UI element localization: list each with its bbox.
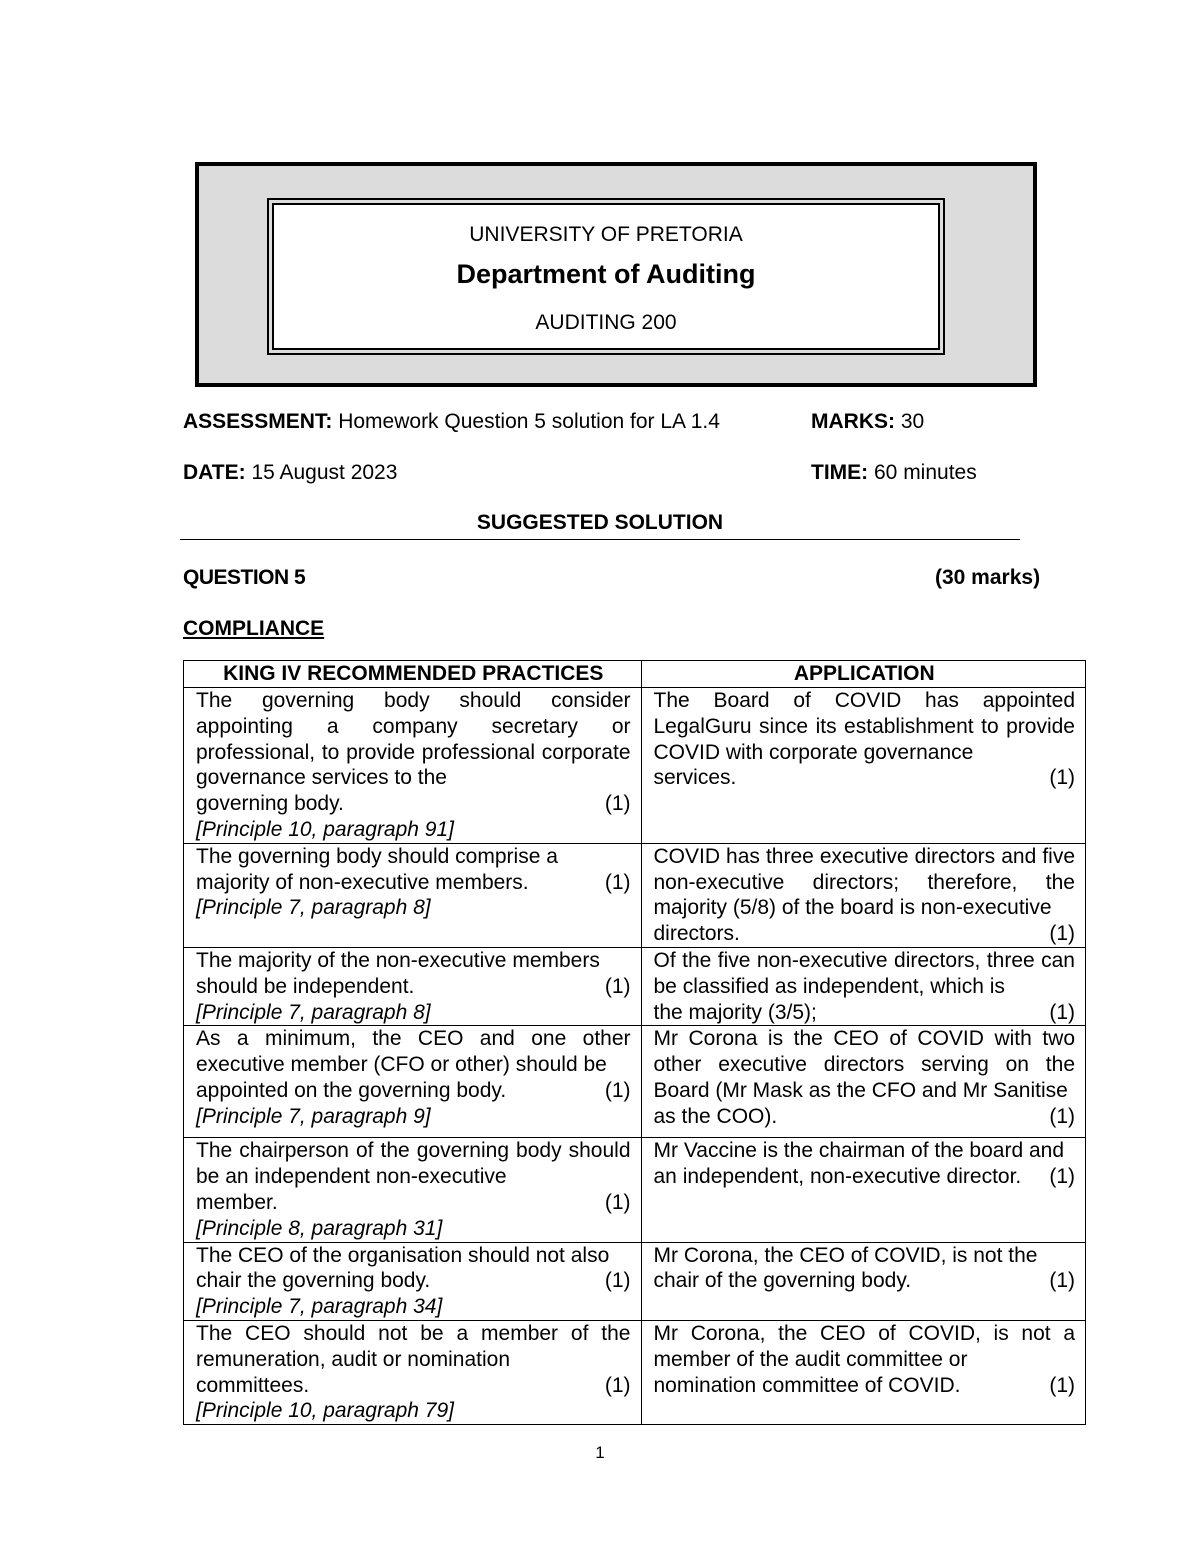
- practice-text: The governing body should consider appointing a company secretary or professional, to provide professional corporate governance services to the: [196, 689, 631, 790]
- practice-text-end: chair the governing body.: [196, 1269, 431, 1293]
- principle-reference: [Principle 7, paragraph 8]: [196, 1000, 431, 1024]
- application-mark-line: [654, 1000, 1076, 1026]
- application-mark: (1): [1049, 1269, 1075, 1293]
- table-row: [184, 843, 1086, 947]
- marks-label: MARKS:: [811, 410, 895, 433]
- university-name: UNIVERSITY OF PRETORIA: [469, 223, 743, 246]
- application-text: Mr Corona, the CEO of COVID, is not a member of the audit committee or: [653, 1321, 1075, 1371]
- application-cell: [641, 1242, 1086, 1320]
- header-inner-frame: [272, 203, 940, 350]
- practice-cell: [184, 688, 642, 844]
- practice-cell: [184, 843, 642, 947]
- practice-mark: (1): [604, 792, 631, 816]
- practice-text-end: majority of non-executive members.: [196, 870, 529, 894]
- practice-mark: (1): [604, 1190, 631, 1214]
- application-mark: (1): [1049, 1165, 1075, 1189]
- principle-reference: [Principle 8, paragraph 31]: [196, 1216, 443, 1240]
- application-text: The Board of COVID has appointed LegalGuru since its establishment to provide COVID with corporate governance: [653, 689, 1075, 764]
- time-value: 60 minutes: [874, 461, 977, 484]
- principle-reference: [Principle 7, paragraph 8]: [196, 896, 431, 920]
- practice-text: The CEO of the organisation should not also: [196, 1243, 610, 1267]
- practice-text-end: committees.: [196, 1373, 310, 1397]
- application-cell: [641, 843, 1086, 947]
- application-text: Of the five non-executive directors, three can be classified as independent, which is: [653, 948, 1075, 998]
- application-cell: [641, 1138, 1086, 1242]
- practice-text-end: should be independent.: [196, 974, 415, 998]
- practice-mark: (1): [604, 1373, 631, 1397]
- department-name: Department of Auditing: [456, 259, 756, 289]
- practice-cell: [184, 947, 642, 1025]
- application-text-end: nomination committee of COVID.: [653, 1373, 961, 1397]
- compliance-table: [183, 660, 1086, 1425]
- application-mark: (1): [1049, 1000, 1075, 1024]
- table-header-row: [184, 661, 1086, 688]
- practice-mark-line: [196, 1268, 631, 1294]
- practice-mark-line: [196, 870, 631, 896]
- principle-reference: [Principle 10, paragraph 79]: [196, 1399, 454, 1423]
- column-header-application: APPLICATION: [641, 661, 1086, 688]
- practice-text: The CEO should not be a member of the remuneration, audit or nomination: [196, 1321, 631, 1371]
- application-mark-line: [654, 1164, 1076, 1190]
- question-marks: (30 marks): [935, 566, 1041, 589]
- page-number: 1: [595, 1443, 605, 1462]
- principle-reference: [Principle 7, paragraph 9]: [196, 1104, 431, 1128]
- practice-text: The chairperson of the governing body should be an independent non-executive: [196, 1139, 631, 1189]
- application-cell: [641, 688, 1086, 844]
- application-text-end: an independent, non-executive director.: [653, 1165, 1022, 1189]
- practice-mark-line: [196, 1373, 631, 1399]
- practice-mark-line: [196, 1078, 631, 1104]
- marks-value: 30: [900, 410, 925, 433]
- application-mark: (1): [1049, 1373, 1075, 1397]
- principle-reference: [Principle 7, paragraph 34]: [196, 1295, 443, 1319]
- practice-cell: [184, 1026, 642, 1138]
- application-mark-line: [654, 921, 1076, 947]
- application-cell: [641, 947, 1086, 1025]
- practice-text-end: appointed on the governing body.: [196, 1078, 507, 1102]
- application-mark: (1): [1049, 766, 1075, 790]
- application-mark: (1): [1049, 1104, 1075, 1128]
- application-text-end: services.: [653, 766, 737, 790]
- application-text: Mr Corona, the CEO of COVID, is not the: [653, 1243, 1038, 1267]
- table-row: [184, 1320, 1086, 1424]
- assessment-label: ASSESSMENT:: [183, 410, 333, 433]
- application-cell: [641, 1320, 1086, 1424]
- practice-text-end: member.: [196, 1190, 278, 1214]
- practice-cell: [184, 1138, 642, 1242]
- practice-mark: (1): [604, 1269, 631, 1293]
- table-row: [184, 1138, 1086, 1242]
- practice-mark-line: [196, 791, 631, 817]
- practice-text-end: governing body.: [196, 792, 344, 816]
- title-rule: [180, 539, 1020, 540]
- application-text-end: the majority (3/5);: [653, 1000, 817, 1024]
- practice-cell: [184, 1320, 642, 1424]
- application-text: Mr Corona is the CEO of COVID with two other executive directors serving on the Board (Mr Mask as the CFO and Mr Sanitise: [653, 1027, 1075, 1102]
- application-cell: [641, 1026, 1086, 1138]
- question-label: QUESTION 5: [183, 566, 306, 589]
- practice-text: The governing body should comprise a: [196, 844, 558, 868]
- column-header-practices: KING IV RECOMMENDED PRACTICES: [184, 661, 642, 688]
- marks-line: [811, 410, 924, 434]
- assessment-line: [183, 410, 720, 434]
- application-mark: (1): [1049, 922, 1075, 946]
- table-row: [184, 1026, 1086, 1138]
- section-heading: COMPLIANCE: [183, 617, 325, 640]
- application-text: COVID has three executive directors and five non-executive directors; therefore, the majority (5/8) of the board is non-executive: [653, 844, 1075, 920]
- table-row: [184, 1242, 1086, 1320]
- application-text-end: as the COO).: [653, 1104, 778, 1128]
- application-text-end: directors.: [653, 922, 740, 946]
- practice-cell: [184, 1242, 642, 1320]
- date-label: DATE:: [183, 461, 246, 484]
- principle-reference: [Principle 10, paragraph 91]: [196, 817, 454, 841]
- practice-mark: (1): [604, 870, 631, 894]
- application-mark-line: [654, 1373, 1076, 1399]
- course-name: AUDITING 200: [535, 311, 677, 334]
- assessment-value: Homework Question 5 solution for LA 1.4: [338, 410, 720, 433]
- table-row: [184, 688, 1086, 844]
- application-text: Mr Vaccine is the chairman of the board and: [653, 1139, 1064, 1163]
- practice-mark-line: [196, 1190, 631, 1216]
- practice-text: As a minimum, the CEO and one other executive member (CFO or other) should be: [196, 1027, 631, 1077]
- application-mark-line: [654, 765, 1076, 791]
- application-mark-line: [654, 1268, 1076, 1294]
- date-line: [183, 461, 397, 485]
- application-mark-line: [654, 1104, 1076, 1130]
- practice-mark-line: [196, 974, 631, 1000]
- practice-text: The majority of the non-executive members: [196, 948, 600, 972]
- time-line: [811, 461, 977, 485]
- practice-mark: (1): [604, 974, 631, 998]
- suggested-solution-title: SUGGESTED SOLUTION: [476, 511, 724, 534]
- date-value: 15 August 2023: [251, 461, 398, 484]
- time-label: TIME:: [811, 461, 869, 484]
- practice-mark: (1): [604, 1078, 631, 1102]
- table-row: [184, 947, 1086, 1025]
- application-text-end: chair of the governing body.: [653, 1269, 912, 1293]
